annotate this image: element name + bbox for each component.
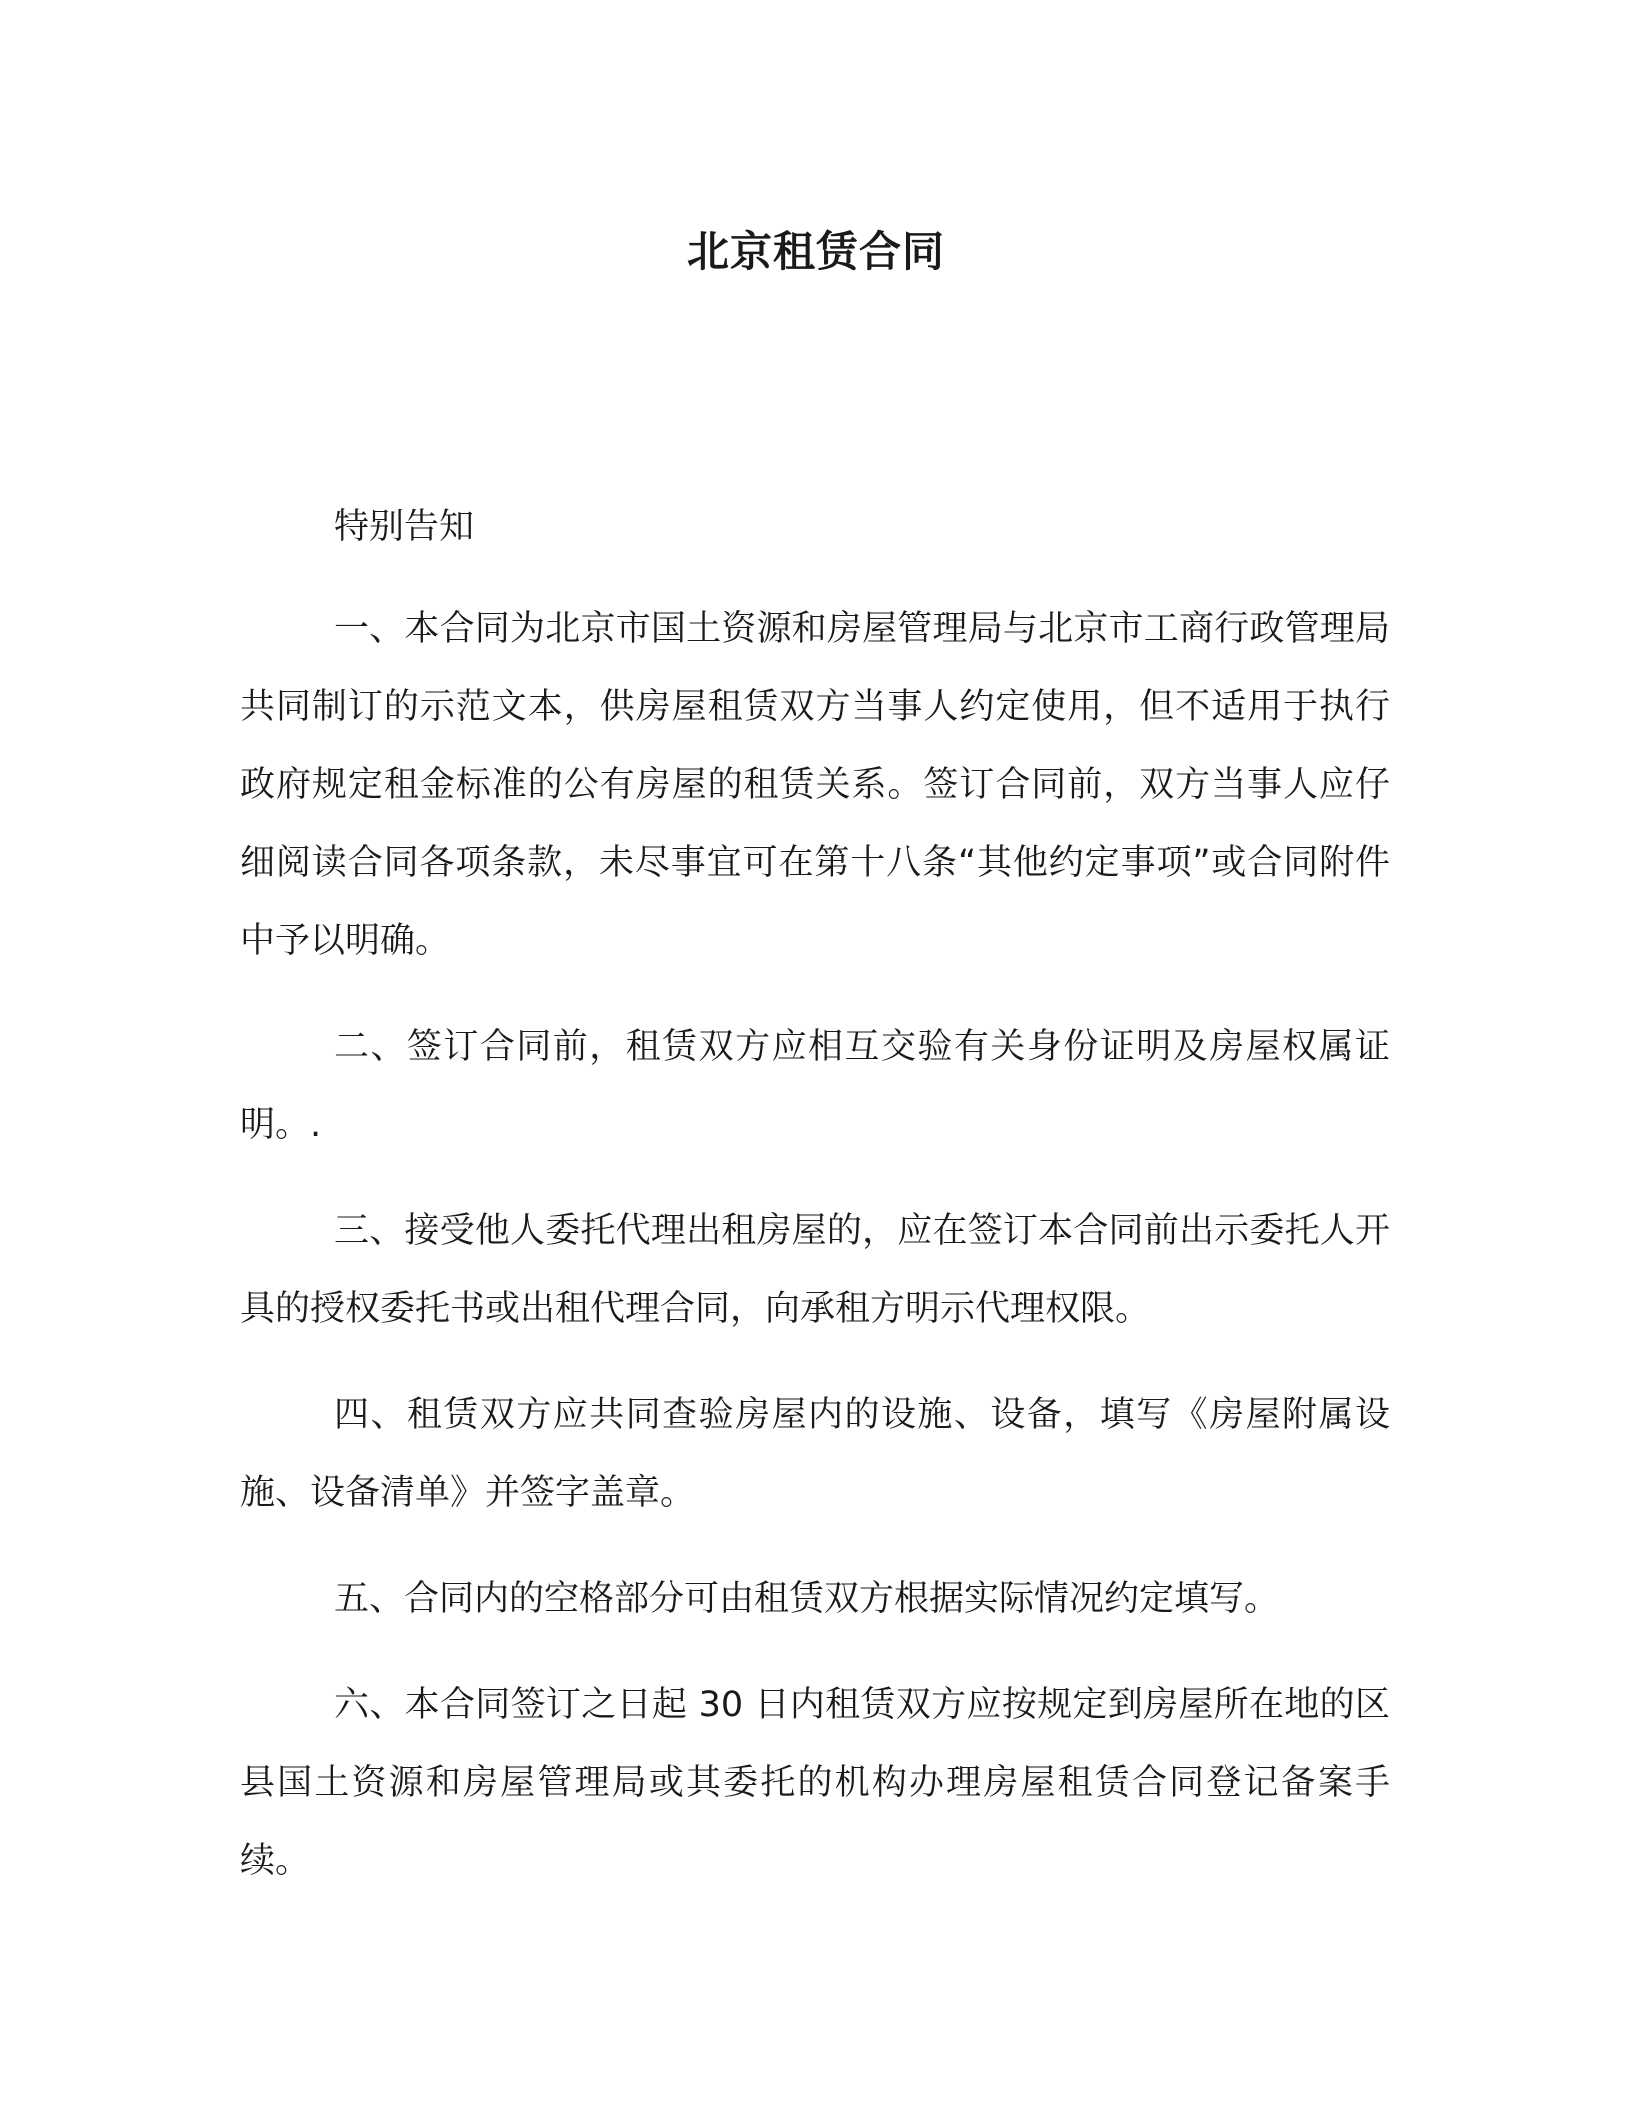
document-body — [240, 488, 1390, 1928]
notice-item-1: 一、本合同为北京市国土资源和房屋管理局与北京市工商行政管理局共同制订的示范文本，供房屋租赁双方当事人约定使用，但不适用于执行政府规定租金标准的公有房屋的租赁关系。签订合同前，双方当事人应仔细阅读合同各项条款，未尽事宜可在第十八条“其他约定事项”或合同附件中予以明确。 — [240, 609, 1390, 961]
notice-item-5: 五、合同内的空格部分可由租赁双方根据实际情况约定填写。 — [334, 1579, 1280, 1619]
notice-item-3: 三、接受他人委托代理出租房屋的，应在签订本合同前出示委托人开具的授权委托书或出租代理合同，向承租方明示代理权限。 — [240, 1211, 1390, 1329]
notice-item-4: 四、租赁双方应共同查验房屋内的设施、设备，填写《房屋附属设施、设备清单》并签字盖章。 — [240, 1395, 1390, 1513]
notice-item-6: 六、本合同签订之日起 30 日内租赁双方应按规定到房屋所在地的区县国土资源和房屋管理局或其委托的机构办理房屋租赁合同登记备案手续。 — [240, 1685, 1390, 1881]
document-title: 北京租赁合同 — [686, 227, 945, 276]
notice-heading: 特别告知 — [334, 507, 475, 547]
notice-item-2: 二、签订合同前，租赁双方应相互交验有关身份证明及房屋权属证明。. — [240, 1027, 1390, 1145]
